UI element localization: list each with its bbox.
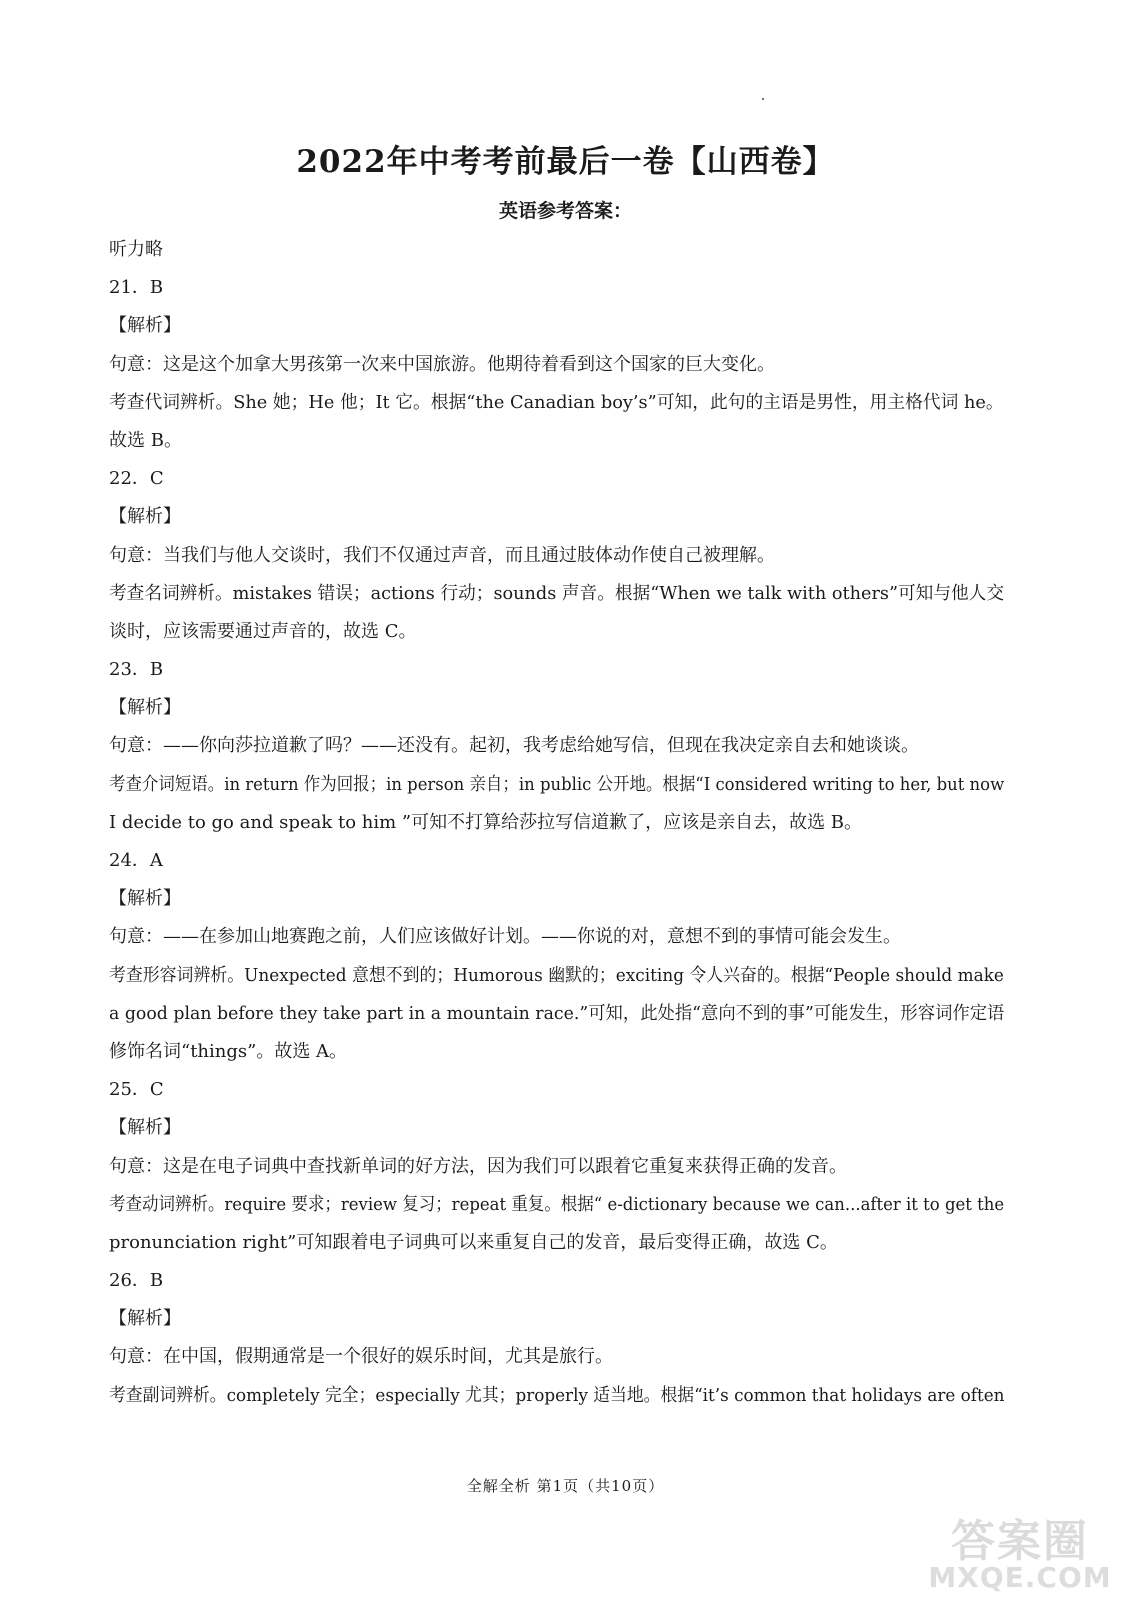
text-line: 句意：当我们与他人交谈时，我们不仅通过声音，而且通过肢体动作使自己被理解。	[109, 544, 775, 566]
scan-dot	[762, 98, 764, 100]
text-line: 考查动词辨析。require 要求；review 复习；repeat 重复。根据“ e-dictionary because we can...after it to get the	[109, 1193, 1005, 1215]
watermark-text: 答案圈	[951, 1516, 1089, 1567]
text-line: 25．C	[109, 1079, 164, 1101]
text-line: 考查副词辨析。completely 完全；especially 尤其；properly 适当地。根据“it’s common that holidays are often	[109, 1384, 1005, 1406]
answer-body	[109, 231, 1004, 1415]
text-line: 句意：这是这个加拿大男孩第一次来中国旅游。他期待着看到这个国家的巨大变化。	[109, 353, 775, 375]
text-line: 句意：——你向莎拉道歉了吗？——还没有。起初，我考虑给她写信，但现在我决定亲自去和她谈谈。	[109, 735, 919, 757]
text-line: 考查代词辨析。She 她；He 他；It 它。根据“the Canadian boy’s”可知，此句的主语是男性，用主格代词 he。	[109, 391, 1004, 413]
text-line: 听力略	[109, 239, 163, 260]
page-footer: 全解全析 第1页（共10页）	[466, 1477, 665, 1495]
text-line: 【解析】	[109, 888, 181, 910]
text-line: 【解析】	[109, 697, 181, 719]
text-line: 句意：——在参加山地赛跑之前，人们应该做好计划。——你说的对，意想不到的事情可能会发生。	[109, 926, 901, 948]
text-line: 谈时，应该需要通过声音的，故选 C。	[109, 620, 417, 642]
text-line: pronunciation right”可知跟着电子词典可以来重复自己的发音，最后变得正确，故选 C。	[109, 1231, 838, 1253]
text-line: 23．B	[109, 659, 164, 681]
text-line: 【解析】	[109, 1117, 181, 1139]
page-subtitle: 英语参考答案：	[498, 200, 632, 222]
text-line: 21．B	[109, 277, 164, 299]
text-line: 22．C	[109, 468, 164, 490]
text-line: I decide to go and speak to him ”可知不打算给莎拉写信道歉了，应该是亲自去，故选 B。	[109, 811, 863, 833]
text-line: 【解析】	[109, 1308, 181, 1330]
text-line: 故选 B。	[109, 429, 182, 451]
page-title: 2022年中考考前最后一卷【山西卷】	[296, 144, 835, 180]
text-line: a good plan before they take part in a mountain race.”可知，此处指“意向不到的事”可能发生，形容词作定语	[109, 1002, 1005, 1024]
text-line: 考查介词短语。in return 作为回报；in person 亲自；in public 公开地。根据“I considered writing to her, but now	[109, 773, 1005, 795]
text-line: 考查形容词辨析。Unexpected 意想不到的；Humorous 幽默的；exciting 令人兴奋的。根据“People should make	[109, 964, 1004, 986]
text-line: 【解析】	[109, 506, 181, 528]
text-line: 【解析】	[109, 315, 181, 337]
text-line: 句意：这是在电子词典中查找新单词的好方法，因为我们可以跟着它重复来获得正确的发音。	[109, 1155, 847, 1177]
text-line: 修饰名词“things”。故选 A。	[109, 1040, 348, 1062]
text-line: 24．A	[109, 850, 163, 871]
text-line: 26．B	[109, 1270, 164, 1292]
watermark-url: MXQE.COM	[928, 1561, 1112, 1594]
watermark-logo	[915, 1505, 1125, 1597]
text-line: 考查名词辨析。mistakes 错误；actions 行动；sounds 声音。根据“When we talk with others”可知与他人交	[109, 582, 1004, 604]
text-line: 句意：在中国，假期通常是一个很好的娱乐时间，尤其是旅行。	[109, 1346, 613, 1368]
